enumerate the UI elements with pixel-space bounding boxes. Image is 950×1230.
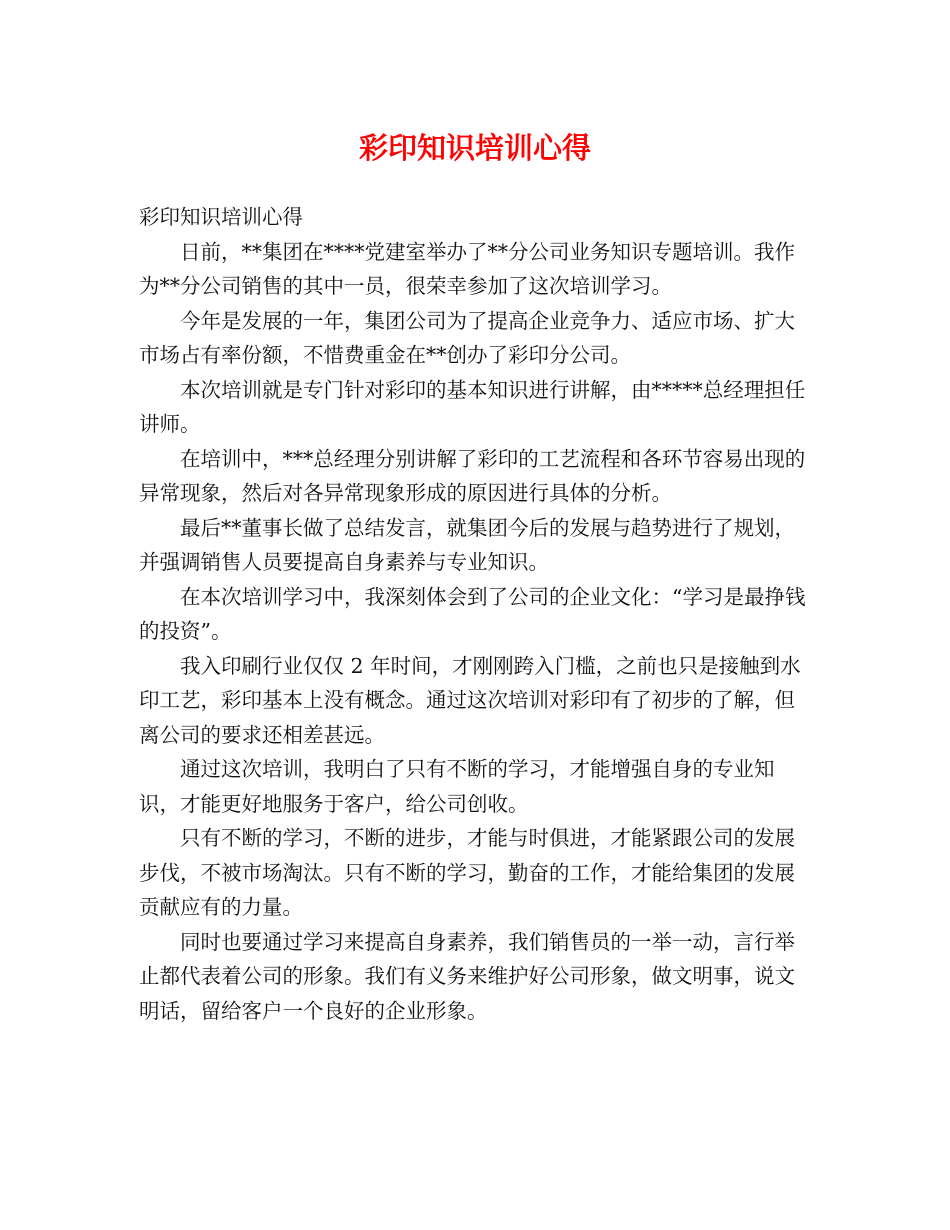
- document-subtitle: 彩印知识培训心得: [139, 205, 303, 229]
- paragraph-4: 在培训中，***总经理分别讲解了彩印的工艺流程和各环节容易出现的异常现象，然后对各异常现象形成的原因进行具体的分析。: [139, 446, 806, 505]
- paragraph-8: 通过这次培训，我明白了只有不断的学习，才能增强自身的专业知识，才能更好地服务于客户，给公司创收。: [139, 757, 775, 816]
- paragraph-3: 本次培训就是专门针对彩印的基本知识进行讲解，由*****总经理担任讲师。: [139, 377, 806, 436]
- document-title: 彩印知识培训心得: [358, 131, 591, 165]
- paragraph-9: 只有不断的学习，不断的进步，才能与时俱进，才能紧跟公司的发展步伐，不被市场淘汰。只有不断的学习，勤奋的工作，才能给集团的发展贡献应有的力量。: [139, 826, 795, 919]
- paragraph-7: 我入印刷行业仅仅 2 年时间，才刚刚跨入门槛，之前也只是接触到水印工艺，彩印基本上没有概念。通过这次培训对彩印有了初步的了解，但离公司的要求还相差甚远。: [139, 653, 801, 747]
- paragraph-10: 同时也要通过学习来提高自身素养，我们销售员的一举一动，言行举止都代表着公司的形象。我们有义务来维护好公司形象，做文明事，说文明话，留给客户一个良好的企业形象。: [139, 929, 795, 1023]
- paragraph-5: 最后**董事长做了总结发言，就集团今后的发展与趋势进行了规划，并强调销售人员要提高自身素养与专业知识。: [139, 515, 795, 574]
- paragraph-2: 今年是发展的一年，集团公司为了提高企业竞争力、适应市场、扩大市场占有率份额，不惜费重金在**创办了彩印分公司。: [139, 308, 795, 367]
- paragraph-1: 日前，**集团在****党建室举办了**分公司业务知识专题培训。我作为**分公司销售的其中一员，很荣幸参加了这次培训学习。: [139, 239, 795, 298]
- paragraph-6: 在本次培训学习中，我深刻体会到了公司的企业文化：“学习是最挣钱的投资”。: [139, 584, 806, 643]
- document-body: [139, 200, 815, 1028]
